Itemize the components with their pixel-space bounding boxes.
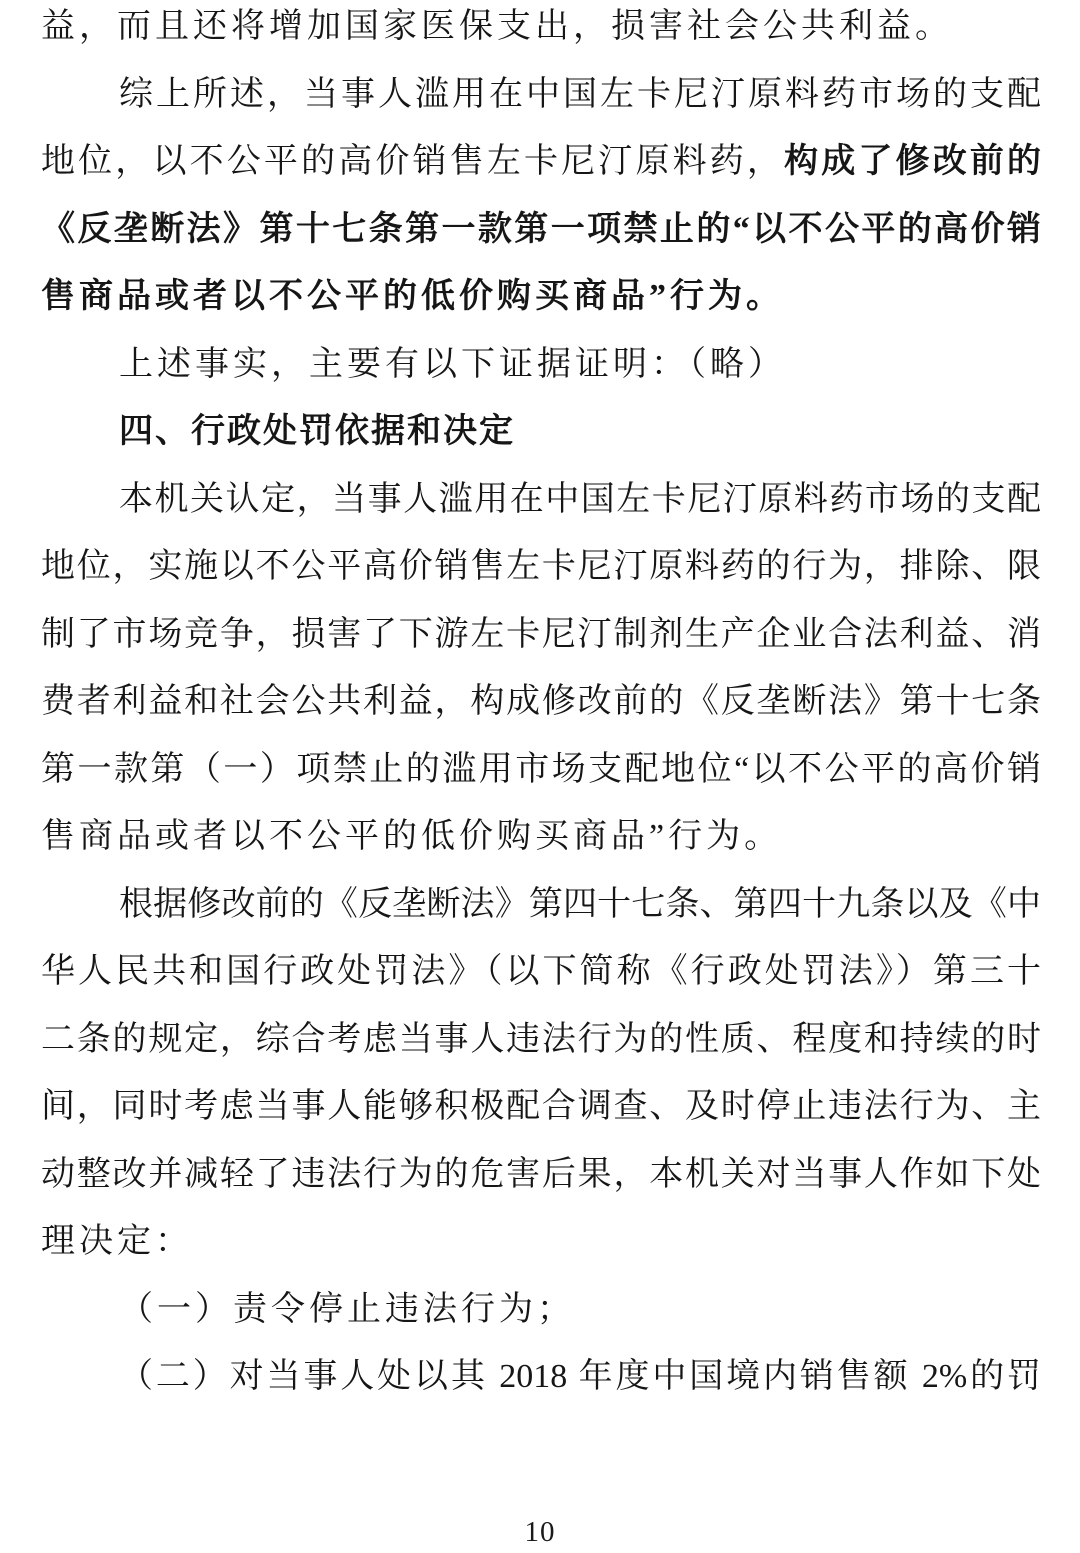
- text-line: [41, 1141, 1041, 1209]
- text-line: [41, 61, 1041, 129]
- text-line: [41, 871, 1041, 939]
- text-segment: 第一款第（一）项禁止的滥用市场支配地位“以不公平的高价销: [41, 750, 1041, 788]
- text-line: [41, 533, 1041, 601]
- text-line: [41, 1006, 1041, 1074]
- text-segment: 根据修改前的《反垄断法》第四十七条、第四十九条以及《中: [119, 885, 1041, 923]
- text-segment: 四、行政处罚依据和决定: [119, 412, 515, 450]
- text-segment: 构成了修改前的: [784, 143, 1042, 180]
- text-segment: 理决定：: [41, 1223, 193, 1260]
- text-segment: 地位，以不公平的高价销售左卡尼汀原料药，: [41, 143, 785, 180]
- text-segment: 售商品或者以不公平的低价购买商品”行为。: [41, 818, 783, 855]
- page-number: 10: [524, 1516, 556, 1548]
- text-line: [41, 938, 1041, 1006]
- text-segment: 制了市场竞争，损害了下游左卡尼汀制剂生产企业合法利益、消: [41, 615, 1041, 653]
- text-line: [41, 128, 1041, 196]
- text-segment: （一）责令停止违法行为；: [119, 1290, 575, 1328]
- section-heading: [41, 398, 1041, 466]
- text-segment: 地位，实施以不公平高价销售左卡尼汀原料药的行为，排除、限: [41, 548, 1041, 585]
- text-line: [41, 601, 1041, 669]
- text-segment: 售商品或者以不公平的低价购买商品”行为。: [41, 278, 784, 315]
- text-line: [41, 1208, 1041, 1276]
- text-line: [41, 1073, 1041, 1141]
- text-segment: 综上所述，当事人滥用在中国左卡尼汀原料药市场的支配: [119, 75, 1041, 113]
- text-line: [41, 331, 1041, 399]
- text-segment: 华人民共和国行政处罚法》（以下简称《行政处罚法》）第三十: [41, 953, 1041, 990]
- text-line: [41, 0, 1041, 61]
- text-line: [41, 466, 1041, 534]
- text-segment: 上述事实，主要有以下证据证明：（略）: [119, 345, 786, 383]
- text-segment: 间，同时考虑当事人能够积极配合调查、及时停止违法行为、主: [41, 1088, 1041, 1125]
- text-segment: 费者利益和社会公共利益，构成修改前的《反垄断法》第十七条: [41, 683, 1041, 720]
- text-segment: 《反垄断法》第十七条第一款第一项禁止的“以不公平的高价销: [41, 210, 1041, 248]
- text-segment: 益，而且还将增加国家医保支出，损害社会公共利益。: [41, 8, 953, 45]
- text-segment: 二条的规定，综合考虑当事人违法行为的性质、程度和持续的时: [41, 1020, 1041, 1058]
- text-line: [41, 803, 1041, 871]
- page-footer: [0, 1516, 1080, 1548]
- text-line: [41, 196, 1041, 264]
- text-line: [41, 1276, 1041, 1344]
- text-segment: 本机关认定，当事人滥用在中国左卡尼汀原料药市场的支配: [119, 480, 1041, 518]
- text-line: [41, 668, 1041, 736]
- document-body: [41, 0, 1041, 1411]
- text-line: [41, 1343, 1041, 1411]
- text-segment: （二）对当事人处以其 2018 年度中国境内销售额 2%的罚: [119, 1358, 1041, 1395]
- text-line: [41, 263, 1041, 331]
- text-line: [41, 736, 1041, 804]
- text-segment: 动整改并减轻了违法行为的危害后果，本机关对当事人作如下处: [41, 1155, 1041, 1193]
